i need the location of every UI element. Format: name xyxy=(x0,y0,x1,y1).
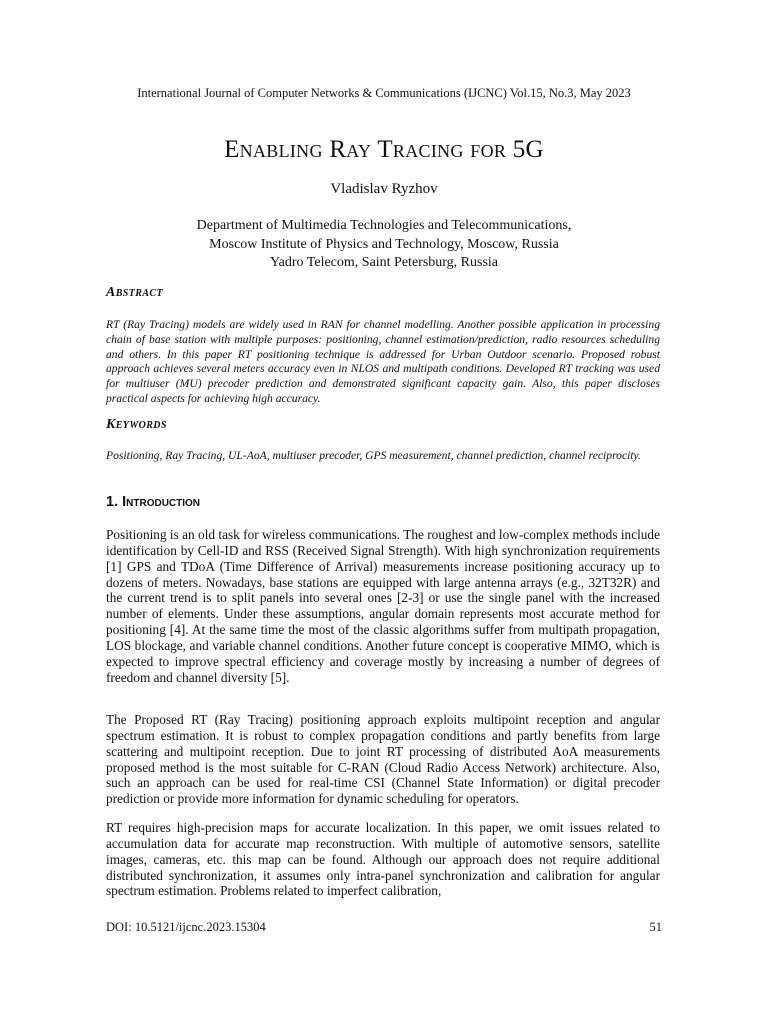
keywords-heading: Keywords xyxy=(106,417,167,432)
keywords-text: Positioning, Ray Tracing, UL-AoA, multiuser precoder, GPS measurement, channel prediction, channel reciprocity. xyxy=(106,449,641,462)
author-name: Vladislav Ryzhov xyxy=(330,181,438,197)
paper-title: Enabling Ray Tracing for 5G xyxy=(224,136,544,163)
affiliation-line: Moscow Institute of Physics and Technology, Moscow, Russia xyxy=(209,236,559,252)
affiliation-line: Yadro Telecom, Saint Petersburg, Russia xyxy=(269,255,499,270)
footer-doi: DOI: 10.5121/ijcnc.2023.15304 xyxy=(106,920,266,934)
introduction-heading: 1. Introduction xyxy=(106,494,201,510)
body-paragraph: Positioning is an old task for wireless communications. The roughest and low-complex methods include identification by Cell-ID and RSS (Received Signal Strength). With high synchronization requirements [1] GPS and TDoA (Time Difference of Arrival) measurements increase positioning accuracy up to dozens of meters. Nowadays, base stations are equipped with large antenna arrays (e.g., 32T32R) and the current trend is to split panels into several ones [2-3] or use the single panel with the increased number of elements. Under these assumptions, angular domain represents most accurate method for positioning [4]. At the same time the most of the classic algorithms suffer from multipath propagation, LOS blockage, and variable channel conditions. Another future concept is cooperative MIMO, which is expected to improve spectral efficiency and coverage mostly by increasing a number of degrees of freedom and channel diversity [5]. xyxy=(106,527,660,685)
abstract-text: RT (Ray Tracing) models are widely used in RAN for channel modelling. Another possible application in processing chain of base station with multiple purposes: positioning, channel estimation/prediction, radio resources scheduling and others. In this paper RT positioning technique is addressed for Urban Outdoor scenario. Proposed robust approach achieves several meters accuracy even in NLOS and multipath conditions. Developed RT tracking was used for multiuser (MU) precoder prediction and demonstrated significant capacity gain. Also, this paper discloses practical aspects for achieving high accuracy. xyxy=(106,318,660,405)
affiliation-line: Department of Multimedia Technologies and Telecommunications, xyxy=(196,218,572,233)
abstract-heading: Abstract xyxy=(106,285,163,300)
body-paragraph: The Proposed RT (Ray Tracing) positioning approach exploits multipoint reception and angular spectrum estimation. It is robust to complex propagation conditions and partly benefits from large scattering and multipoint reception. Due to joint RT processing of distributed AoA measurements proposed method is the most suitable for C-RAN (Cloud Radio Access Network) architecture. Also, such an approach can be used for real-time CSI (Channel State Information) or digital precoder prediction or provide more information for dynamic scheduling for operators. xyxy=(106,712,660,807)
affiliations xyxy=(0,217,768,273)
running-header: International Journal of Computer Networks & Communications (IJCNC) Vol.15, No.3, May 2023 xyxy=(137,86,631,100)
body-paragraph: RT requires high-precision maps for accurate localization. In this paper, we omit issues related to accumulation data for accurate map reconstruction. With multiple of automotive sensors, satellite images, cameras, etc. this map can be found. Although our approach does not require additional distributed synchronization, it assumes only intra-panel synchronization and calibration for angular spectrum estimation. Problems related to imperfect calibration, xyxy=(106,820,660,899)
page-number: 51 xyxy=(649,920,662,934)
